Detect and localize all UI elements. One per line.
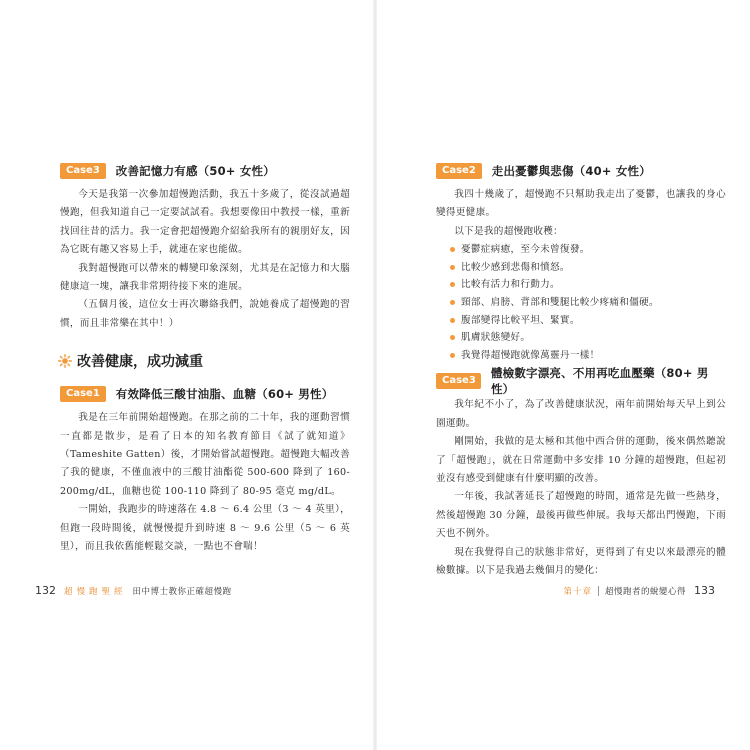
section-heading xyxy=(58,351,350,371)
list-item-text: 我覺得超慢跑就像萬靈丹一樣！ xyxy=(461,349,600,361)
case-badge: Case3 xyxy=(436,373,481,389)
list-item-text: 肌膚狀態變好。 xyxy=(461,332,531,344)
case-badge: Case2 xyxy=(436,163,482,179)
list-item xyxy=(450,259,726,277)
paragraph: 我對超慢跑可以帶來的轉變印象深刻，尤其是在記憶力和大腦健康這一塊，讓我非常期待接下來的進展。 xyxy=(60,262,350,293)
paragraph: （五個月後，這位女士再次聯絡我們，說她養成了超慢跑的習慣，而且非常樂在其中！） xyxy=(60,299,350,329)
page-number: 133 xyxy=(694,584,715,597)
right-page xyxy=(375,0,750,750)
paragraph: 今天是我第一次參加超慢跑活動，我五十多歲了，從沒試過超慢跑，但我知道自己一定要試試看。我想要像田中教授一樣，重新找回往昔的活力。我一定會把超慢跑介紹給我所有的親朋好友，因為它既有趣又容易上手，就連在家也能做。 xyxy=(60,189,350,256)
right-footer xyxy=(563,584,715,597)
paragraph: 我年紀不小了，為了改善健康狀況，兩年前開始每天早上到公園運動。 xyxy=(436,399,726,429)
bullet-icon xyxy=(450,353,455,358)
section-title: 改善健康，成功減重 xyxy=(77,354,203,371)
case1-heading xyxy=(60,385,350,403)
case3-heading xyxy=(60,162,350,180)
left-footer xyxy=(35,584,232,597)
page-number: 132 xyxy=(35,584,56,597)
paragraph: 我四十幾歲了，超慢跑不只幫助我走出了憂鬱，也讓我的身心變得更健康。 xyxy=(436,189,726,219)
case-title: 走出憂鬱與悲傷（40+ 女性） xyxy=(491,164,651,178)
paragraph: 現在我覺得自己的狀態非常好，更得到了有史以來最漂亮的體檢數據。以下是我過去幾個月的變化： xyxy=(436,546,726,577)
chapter-title: 超慢跑者的蛻變心得 xyxy=(604,586,686,597)
list-item xyxy=(450,329,726,347)
case-title: 體檢數字漂亮、不用再吃血壓藥（80+ 男性） xyxy=(490,366,709,397)
paragraph: 一開始，我跑步的時速落在 4.8 ～ 6.4 公里（3 ～ 4 英里），但跑一段時間後，就慢慢提升到時速 8 ～ 9.6 公里（5 ～ 6 英里），而且我依舊能輕鬆交談，一點也不會喘！ xyxy=(60,504,350,553)
benefit-list xyxy=(436,241,726,364)
book-title: 田中博士教你正確超慢跑 xyxy=(132,586,232,597)
case-title: 有效降低三酸甘油脂、血糖（60+ 男性） xyxy=(115,387,334,402)
bullet-icon xyxy=(450,335,455,340)
list-item-text: 憂鬱症病癒，至今未曾復發。 xyxy=(461,244,590,256)
chapter-label: 第十章 xyxy=(563,586,592,597)
bullet-icon xyxy=(450,300,455,305)
list-item-text: 頸部、肩膀、背部和雙腿比較少疼痛和僵硬。 xyxy=(461,297,659,308)
case2-heading xyxy=(436,162,726,180)
list-item-text: 比較有活力和行動力。 xyxy=(461,279,560,291)
paragraph: 以下是我的超慢跑收穫： xyxy=(454,225,564,237)
series-name: 超慢跑聖經 xyxy=(64,586,127,597)
list-item xyxy=(450,241,726,259)
list-item xyxy=(450,312,726,330)
case3-heading xyxy=(436,366,726,397)
bullet-icon xyxy=(450,318,455,323)
footer-divider xyxy=(598,586,599,596)
paragraph: 剛開始，我做的是太極和其他中西合併的運動，後來偶然聽說了「超慢跑」，就在日常運動中多安排 10 分鐘的超慢跑，但起初並沒有感受到健康有什麼明顯的改善。 xyxy=(436,436,726,484)
case-badge: Case1 xyxy=(60,386,106,402)
list-item-text: 腹部變得比較平坦、緊實。 xyxy=(461,314,580,326)
bullet-icon xyxy=(450,247,455,252)
paragraph: 我是在三年前開始超慢跑。在那之前的二十年，我的運動習慣一直都是散步，是看了日本的知名教育節目《試了就知道》（Tameshite Gatten）後，才開始嘗試超慢跑。超慢跑大幅改善了我的健康，不僅血液中的三酸甘油酯從 500-600 降到了 160-200mg/dL，血糖也從 100-110 降到了 80-95 毫克 mg/dL。 xyxy=(60,412,350,497)
bullet-icon xyxy=(450,265,455,270)
right-column xyxy=(436,162,726,580)
case-badge: Case3 xyxy=(60,163,106,179)
bullet-icon xyxy=(450,282,455,287)
list-item-text: 比較少感到悲傷和憤怒。 xyxy=(461,261,570,273)
left-column xyxy=(60,162,350,557)
paragraph: 一年後，我試著延長了超慢跑的時間，通常是先做一些熱身，然後超慢跑 30 分鐘，最後再做些伸展。我每天都出門慢跑，下雨天也不例外。 xyxy=(436,491,726,540)
list-item xyxy=(450,294,726,312)
case-title: 改善記憶力有感（50+ 女性） xyxy=(115,164,275,178)
list-item xyxy=(450,347,726,365)
list-item xyxy=(450,276,726,294)
sun-icon xyxy=(58,354,72,368)
